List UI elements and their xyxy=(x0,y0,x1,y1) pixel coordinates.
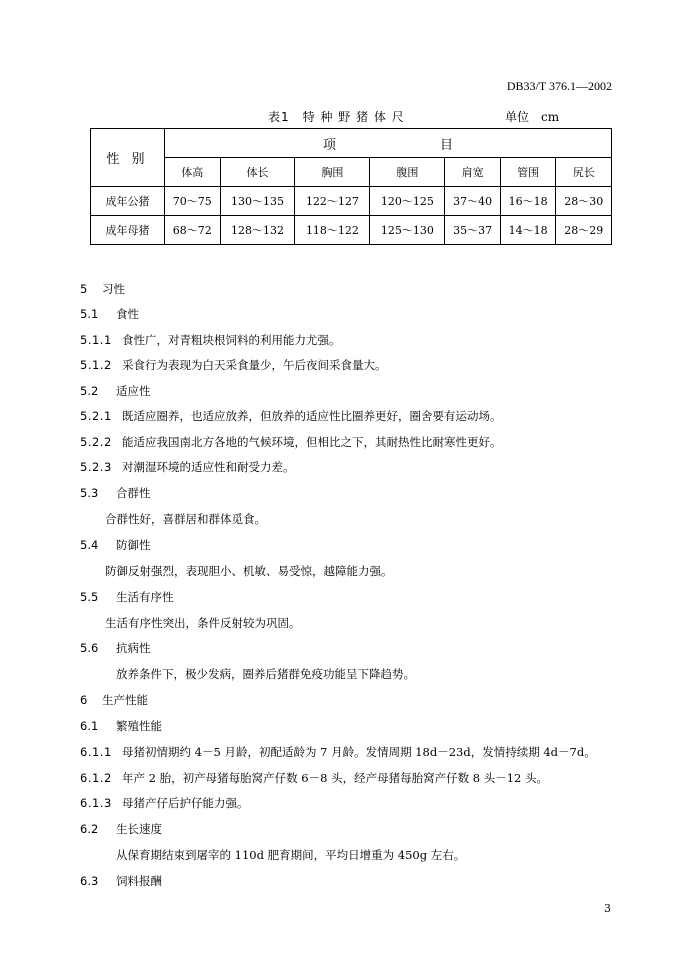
sex-header: 性 别 xyxy=(91,129,165,187)
clause: 5.2.1 既适应圈养，也适应放养，但放养的适应性比圈养更好，圈舍要有运动场。 xyxy=(80,409,502,423)
table-cell: 16～18 xyxy=(500,187,556,216)
clause: 5.2.2 能适应我国南北方各地的气候环境，但相比之下，其耐热性比耐寒性更好。 xyxy=(80,435,502,449)
table-cell: 28～30 xyxy=(556,187,612,216)
paragraph: 放养条件下，极少发病，圈养后猪群免疫功能呈下降趋势。 xyxy=(116,667,415,681)
row-label: 成年母猪 xyxy=(91,216,165,245)
paragraph: 防御反射强烈，表现胆小、机敏、易受惊，越障能力强。 xyxy=(105,564,393,578)
table-caption xyxy=(268,108,560,125)
section-heading: 5.2 适应性 xyxy=(80,384,151,398)
table-row xyxy=(91,216,612,245)
section-heading: 5.5 生活有序性 xyxy=(80,590,174,604)
section-heading: 6.1 繁殖性能 xyxy=(80,719,162,733)
clause: 5.1.1 食性广，对青粗块根饲料的利用能力尤强。 xyxy=(80,333,341,347)
table-cell: 35～37 xyxy=(445,216,501,245)
paragraph: 合群性好，喜群居和群体觅食。 xyxy=(105,512,266,526)
table-row xyxy=(91,187,612,216)
column-header: 体长 xyxy=(220,158,295,187)
paragraph: 生活有序性突出，条件反射较为巩固。 xyxy=(105,616,301,630)
column-header: 腹围 xyxy=(370,158,445,187)
section-heading: 5 习性 xyxy=(80,282,125,296)
table-cell: 128～132 xyxy=(220,216,295,245)
section-heading: 5.3 合群性 xyxy=(80,486,151,500)
table-cell: 14～18 xyxy=(500,216,556,245)
row-label: 成年公猪 xyxy=(91,187,165,216)
column-header: 胸围 xyxy=(295,158,370,187)
column-header: 管围 xyxy=(500,158,556,187)
table-title: 表1 特 种 野 猪 体 尺 xyxy=(268,110,405,124)
items-header: 项 目 xyxy=(165,129,612,158)
table-cell: 120～125 xyxy=(370,187,445,216)
table-cell: 125～130 xyxy=(370,216,445,245)
clause: 6.1.3 母猪产仔后护仔能力强。 xyxy=(80,796,249,810)
table-cell: 37～40 xyxy=(445,187,501,216)
clause: 5.2.3 对潮湿环境的适应性和耐受力差。 xyxy=(80,460,295,474)
section-heading: 5.1 食性 xyxy=(80,307,139,321)
table-cell: 70～75 xyxy=(165,187,221,216)
table-cell: 122～127 xyxy=(295,187,370,216)
column-header: 尻长 xyxy=(556,158,612,187)
section-heading: 6 生产性能 xyxy=(80,693,148,707)
table-cell: 68～72 xyxy=(165,216,221,245)
table-cell: 118～122 xyxy=(295,216,370,245)
section-heading: 5.6 抗病性 xyxy=(80,641,151,655)
table-unit: 单位 cm xyxy=(505,110,560,124)
column-header: 体高 xyxy=(165,158,221,187)
clause: 6.1.1 母猪初情期约 4－5 月龄，初配适龄为 7 月龄。发情周期 18d－23d，发情持续期 4d－7d。 xyxy=(80,745,596,759)
section-heading: 6.2 生长速度 xyxy=(80,822,162,836)
table-cell: 28～29 xyxy=(556,216,612,245)
standard-number: DB33/T 376.1—2002 xyxy=(506,79,612,93)
body-size-table xyxy=(90,128,612,245)
clause: 5.1.2 采食行为表现为白天采食量少，午后夜间采食量大。 xyxy=(80,358,387,372)
section-heading: 5.4 防御性 xyxy=(80,538,151,552)
paragraph: 从保育期结束到屠宰的 110d 肥育期间，平均日增重为 450g 左右。 xyxy=(116,848,466,862)
column-header-row xyxy=(91,158,612,187)
column-header: 肩宽 xyxy=(445,158,501,187)
section-heading: 6.3 饲料报酬 xyxy=(80,874,162,888)
table-cell: 130～135 xyxy=(220,187,295,216)
page-number: 3 xyxy=(604,902,611,915)
clause: 6.1.2 年产 2 胎，初产母猪每胎窝产仔数 6－8 头，经产母猪每胎窝产仔数 8 头－12 头。 xyxy=(80,771,548,785)
